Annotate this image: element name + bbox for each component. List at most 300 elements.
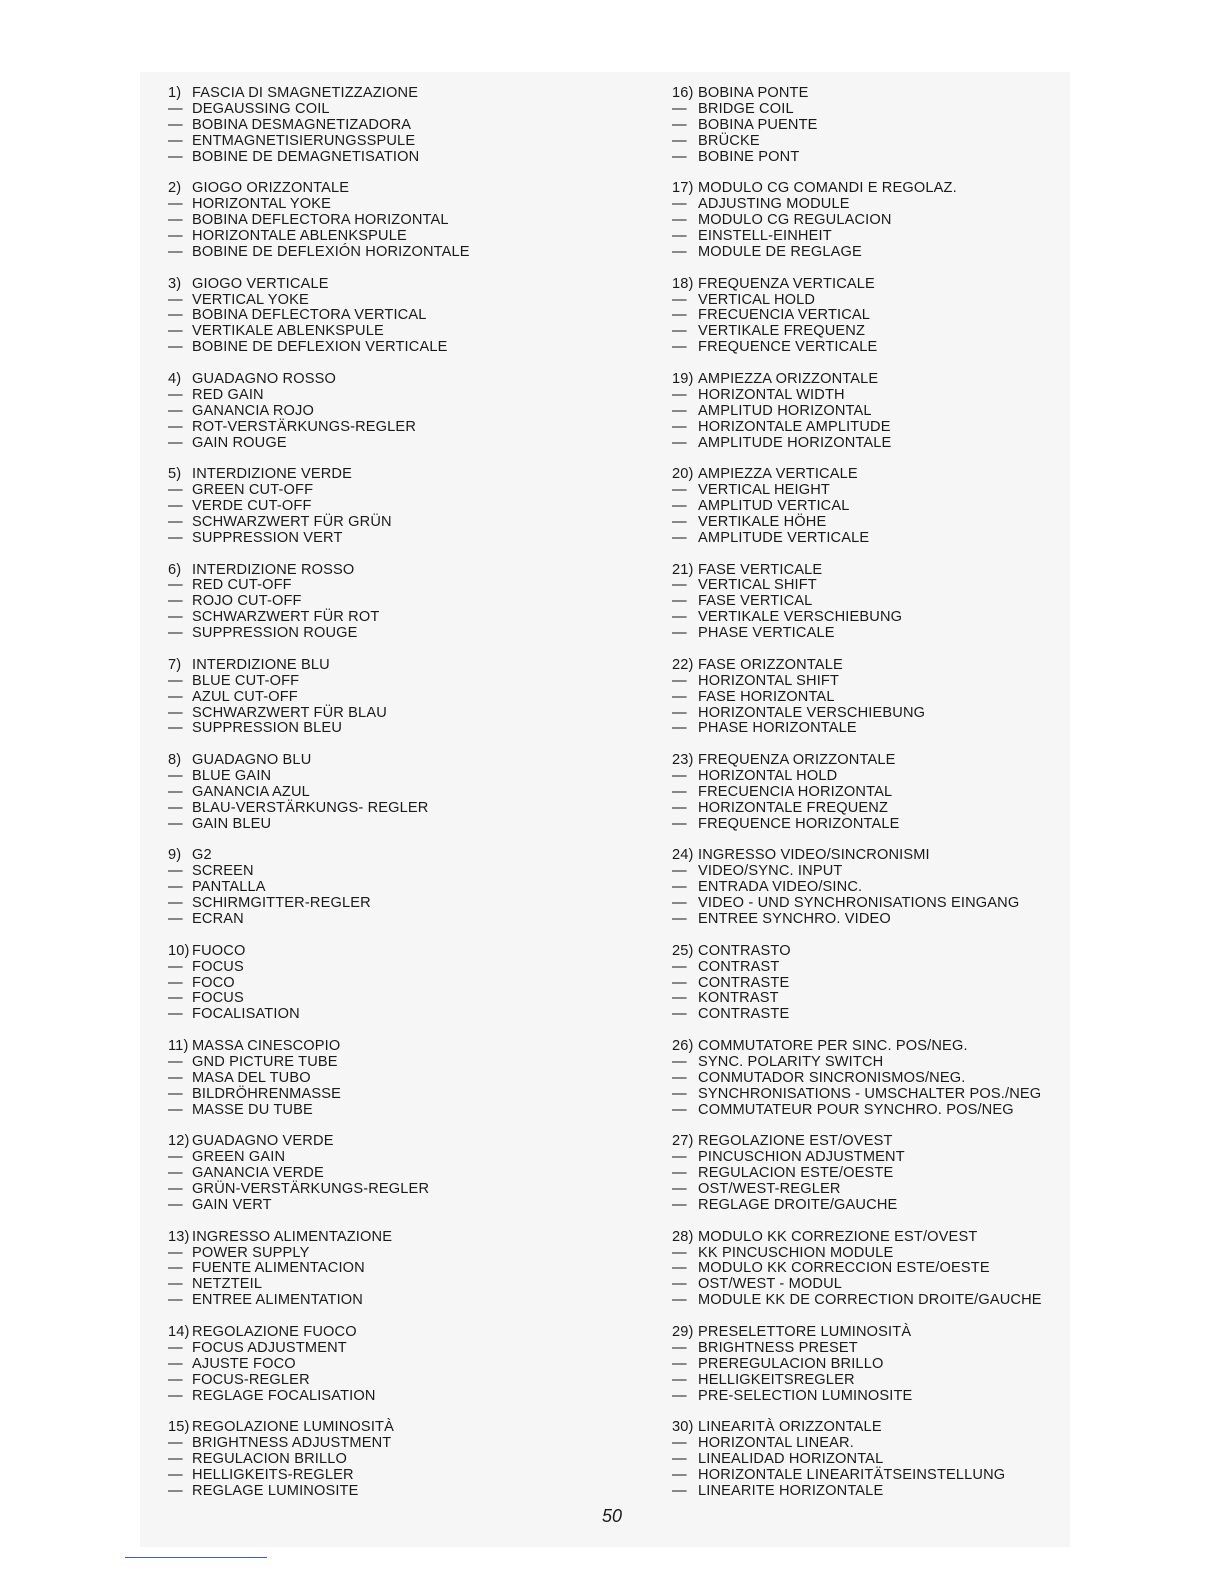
translation-line [168, 293, 448, 309]
translation-text: GND PICTURE TUBE [192, 1053, 338, 1070]
dash-marker: — [672, 402, 687, 419]
translation-line [168, 118, 419, 134]
translation-text: FUENTE ALIMENTACION [192, 1260, 365, 1277]
translation-text: PINCUSCHION ADJUSTMENT [698, 1149, 905, 1166]
translation-line [168, 864, 371, 880]
dash-marker: — [168, 418, 183, 435]
dash-marker: — [672, 974, 687, 991]
dash-marker: — [168, 243, 183, 260]
dash-marker: — [672, 1435, 687, 1452]
entry-number: 25) [672, 942, 694, 959]
legend-entry [168, 1420, 394, 1500]
dash-marker: — [672, 1387, 687, 1404]
entry-heading [672, 944, 791, 960]
entry-title: CONTRASTO [698, 942, 791, 959]
dash-marker: — [672, 625, 687, 642]
legend-entry [168, 1134, 429, 1214]
translation-line [168, 801, 429, 817]
dash-marker: — [168, 1244, 183, 1261]
dash-marker: — [168, 498, 183, 514]
translation-line [672, 102, 818, 118]
dash-marker: — [168, 1101, 183, 1118]
dash-marker: — [672, 863, 687, 880]
dash-marker: — [672, 958, 687, 975]
dash-marker: — [168, 1292, 183, 1309]
entry-heading [168, 563, 379, 579]
footer-link-underline[interactable] [125, 1557, 267, 1558]
page-number: 50 [601, 1506, 623, 1526]
translation-text: ROJO CUT-OFF [192, 593, 302, 610]
dash-marker: — [672, 593, 687, 610]
translation-text: GANANCIA VERDE [192, 1165, 324, 1182]
translation-line [672, 594, 902, 610]
dash-marker: — [672, 212, 687, 229]
dash-marker: — [168, 990, 183, 1007]
legend-entry [168, 658, 387, 738]
translation-line [168, 150, 419, 166]
translation-text: KK PINCUSCHION MODULE [698, 1244, 894, 1261]
translation-text: FOCUS [192, 958, 244, 975]
entry-title: INGRESSO ALIMENTAZIONE [192, 1228, 393, 1245]
dash-marker: — [672, 879, 687, 896]
translation-text: BOBINE PONT [698, 148, 800, 165]
translation-text: PHASE VERTICALE [698, 625, 835, 642]
translation-line [672, 1055, 1041, 1071]
entry-number: 15) [168, 1419, 190, 1436]
dash-marker: — [672, 704, 687, 721]
translation-line [672, 896, 1019, 912]
entry-heading [672, 658, 925, 674]
dash-marker: — [672, 1165, 687, 1182]
translation-line [168, 388, 416, 404]
translation-text: DEGAUSSING COIL [192, 100, 330, 117]
translation-text: BOBINE DE DEMAGNETISATION [192, 148, 420, 165]
translation-text: CONTRAST [698, 958, 780, 975]
translation-line [168, 578, 379, 594]
entry-heading [168, 181, 470, 197]
translation-text: AZUL CUT-OFF [192, 688, 298, 705]
dash-marker: — [168, 434, 183, 451]
dash-marker: — [672, 323, 687, 340]
translation-text: HORIZONTALE LINEARITÄTSEINSTELLUNG [698, 1466, 1006, 1483]
dash-marker: — [672, 100, 687, 117]
translation-line [672, 499, 869, 515]
translation-text: MODULE DE REGLAGE [698, 243, 862, 260]
translation-line [672, 1198, 905, 1214]
translation-text: RED CUT-OFF [192, 577, 292, 594]
dash-marker: — [672, 1451, 687, 1467]
translation-text: ROT-VERSTÄRKUNGS-REGLER [192, 418, 417, 435]
translation-text: BRIDGE COIL [698, 100, 794, 117]
dash-marker: — [168, 625, 183, 642]
entry-heading [672, 277, 877, 293]
legend-entry [168, 1325, 376, 1405]
translation-text: SYNCHRONISATIONS - UMSCHALTER POS./NEG [698, 1085, 1042, 1102]
legend-entry [672, 1134, 905, 1214]
dash-marker: — [168, 704, 183, 721]
translation-line [168, 134, 419, 150]
entry-number: 24) [672, 847, 694, 864]
translation-text: AMPLITUD HORIZONTAL [698, 402, 872, 419]
translation-text: VERTIKALE VERSCHIEBUNG [698, 609, 903, 626]
entry-title: AMPIEZZA ORIZZONTALE [698, 370, 879, 387]
dash-marker: — [672, 418, 687, 435]
translation-line [168, 912, 371, 928]
translation-text: MASA DEL TUBO [192, 1069, 311, 1086]
dash-marker: — [672, 815, 687, 832]
dash-marker: — [168, 339, 183, 356]
translation-line [672, 229, 957, 245]
dash-marker: — [168, 1149, 183, 1166]
entry-heading [672, 1039, 1041, 1055]
translation-text: BRÜCKE [698, 132, 760, 149]
dash-marker: — [672, 116, 687, 133]
translation-text: GAIN BLEU [192, 815, 272, 832]
entry-heading [672, 86, 818, 102]
entry-number: 27) [672, 1133, 694, 1150]
legend-entry [672, 467, 869, 547]
entry-number: 17) [672, 180, 694, 197]
translation-line [168, 785, 429, 801]
legend-entry [672, 1230, 1042, 1310]
translation-text: SCHIRMGITTER-REGLER [192, 895, 371, 912]
dash-marker: — [168, 228, 183, 245]
dash-marker: — [672, 339, 687, 356]
dash-marker: — [672, 1292, 687, 1309]
translation-text: FOCUS ADJUSTMENT [192, 1339, 347, 1356]
dash-marker: — [672, 482, 687, 499]
entry-number: 6) [168, 561, 182, 578]
translation-line [672, 213, 957, 229]
translation-line [168, 1103, 341, 1119]
entry-number: 21) [672, 561, 694, 578]
translation-text: REGLAGE LUMINOSITE [192, 1482, 359, 1499]
entry-number: 3) [168, 275, 182, 292]
legend-entry [672, 658, 925, 738]
translation-line [168, 1055, 341, 1071]
translation-line [672, 1452, 1005, 1468]
translation-line [168, 515, 392, 531]
dash-marker: — [672, 672, 687, 689]
dash-marker: — [672, 1482, 687, 1499]
translation-text: REGLAGE FOCALISATION [192, 1387, 376, 1404]
entry-title: MODULO CG COMANDI E REGOLAZ. [698, 180, 957, 197]
legend-entry [168, 563, 379, 643]
dash-marker: — [168, 402, 183, 419]
translation-line [168, 626, 379, 642]
dash-marker: — [168, 482, 183, 499]
dash-marker: — [168, 1339, 183, 1356]
translation-text: BOBINA PUENTE [698, 116, 818, 133]
translation-line [168, 960, 300, 976]
translation-line [168, 404, 416, 420]
legend-entry [672, 1039, 1041, 1119]
translation-text: REGULACION ESTE/OESTE [698, 1165, 894, 1182]
translation-line [672, 674, 925, 690]
dash-marker: — [168, 895, 183, 912]
translation-line [672, 1246, 1042, 1262]
translation-text: BOBINE DE DEFLEXIÓN HORIZONTALE [192, 243, 470, 260]
translation-text: VIDEO/SYNC. INPUT [698, 863, 843, 880]
dash-marker: — [168, 386, 183, 403]
entry-heading [168, 1039, 341, 1055]
entry-heading [672, 181, 957, 197]
translation-text: VERTIKALE FREQUENZ [698, 323, 866, 340]
translation-text: AMPLITUD VERTICAL [698, 498, 850, 514]
translation-text: GAIN VERT [192, 1196, 272, 1213]
dash-marker: — [168, 307, 183, 324]
translation-line [168, 102, 419, 118]
dash-marker: — [168, 100, 183, 117]
legend-entry [168, 944, 300, 1024]
translation-line [672, 1103, 1041, 1119]
translation-line [672, 1373, 912, 1389]
entry-title: FUOCO [192, 942, 246, 959]
dash-marker: — [168, 1482, 183, 1499]
entry-title: GIOGO VERTICALE [192, 275, 329, 292]
entry-number: 14) [168, 1323, 190, 1340]
entry-title: MODULO KK CORREZIONE EST/OVEST [698, 1228, 978, 1245]
entry-number: 8) [168, 752, 182, 769]
translation-line [168, 1468, 394, 1484]
translation-text: FRECUENCIA VERTICAL [698, 307, 871, 324]
dash-marker: — [672, 386, 687, 403]
dash-marker: — [672, 1006, 687, 1023]
dash-marker: — [672, 1196, 687, 1213]
dash-marker: — [672, 132, 687, 149]
translation-text: ENTREE ALIMENTATION [192, 1292, 363, 1309]
translation-text: FASE VERTICAL [698, 593, 813, 610]
translation-line [168, 340, 448, 356]
translation-text: REGLAGE DROITE/GAUCHE [698, 1196, 898, 1213]
legend-entry [672, 753, 900, 833]
translation-line [672, 1341, 912, 1357]
translation-line [672, 1357, 912, 1373]
entry-title: GUADAGNO VERDE [192, 1133, 334, 1150]
entry-heading [168, 372, 416, 388]
translation-text: ENTRADA VIDEO/SINC. [698, 879, 863, 896]
translation-text: VERTICAL HEIGHT [698, 482, 830, 499]
dash-marker: — [672, 1101, 687, 1118]
translation-line [168, 213, 470, 229]
translation-text: BOBINA DESMAGNETIZADORA [192, 116, 412, 133]
dash-marker: — [168, 1355, 183, 1372]
translation-text: SUPPRESSION ROUGE [192, 625, 358, 642]
dash-marker: — [168, 1053, 183, 1070]
translation-line [672, 706, 925, 722]
entry-heading [168, 848, 371, 864]
translation-line [168, 690, 387, 706]
dash-marker: — [672, 1085, 687, 1102]
translation-text: FOCO [192, 974, 235, 991]
entry-title: REGOLAZIONE LUMINOSITÀ [192, 1419, 394, 1436]
translation-text: FRECUENCIA HORIZONTAL [698, 783, 893, 800]
translation-text: HORIZONTALE FREQUENZ [698, 799, 889, 816]
translation-line [168, 1389, 376, 1405]
legend-entry [672, 86, 818, 166]
translation-line [168, 721, 387, 737]
dash-marker: — [168, 815, 183, 832]
dash-marker: — [168, 688, 183, 705]
dash-marker: — [672, 990, 687, 1007]
dash-marker: — [168, 1371, 183, 1388]
translation-line [168, 1150, 429, 1166]
translation-text: RED GAIN [192, 386, 264, 403]
translation-line [168, 1071, 341, 1087]
translation-line [672, 308, 877, 324]
entry-heading [168, 658, 387, 674]
translation-text: EINSTELL-EINHEIT [698, 228, 832, 245]
dash-marker: — [168, 577, 183, 594]
translation-text: GAIN ROUGE [192, 434, 287, 451]
translation-line [168, 1166, 429, 1182]
entry-heading [168, 944, 300, 960]
dash-marker: — [168, 1451, 183, 1467]
translation-line [672, 610, 902, 626]
translation-line [168, 1246, 392, 1262]
legend-entry [672, 277, 877, 357]
dash-marker: — [168, 863, 183, 880]
translation-text: FOCUS [192, 990, 244, 1007]
dash-marker: — [168, 593, 183, 610]
dash-marker: — [168, 768, 183, 784]
translation-text: CONTRASTE [698, 1006, 790, 1023]
translation-line [168, 817, 429, 833]
translation-text: GREEN GAIN [192, 1149, 286, 1166]
translation-line [168, 1373, 376, 1389]
translation-text: AMPLITUDE VERTICALE [698, 529, 870, 546]
dash-marker: — [168, 1181, 183, 1198]
dash-marker: — [168, 1069, 183, 1086]
dash-marker: — [168, 1466, 183, 1483]
translation-text: VERTICAL HOLD [698, 291, 816, 308]
translation-text: SUPPRESSION VERT [192, 529, 343, 546]
translation-line [672, 1071, 1041, 1087]
translation-text: HORIZONTAL YOKE [192, 196, 332, 213]
translation-text: HORIZONTAL SHIFT [698, 672, 840, 689]
dash-marker: — [672, 768, 687, 784]
dash-marker: — [672, 895, 687, 912]
translation-line [168, 245, 470, 261]
translation-text: HORIZONTAL LINEAR. [698, 1435, 854, 1452]
translation-line [168, 1436, 394, 1452]
translation-line [168, 229, 470, 245]
translation-text: OST/WEST-REGLER [698, 1181, 841, 1198]
translation-line [168, 1277, 392, 1293]
translation-line [168, 896, 371, 912]
translation-line [168, 436, 416, 452]
translation-text: GANANCIA AZUL [192, 783, 310, 800]
translation-line [168, 610, 379, 626]
dash-marker: — [672, 1339, 687, 1356]
translation-line [672, 118, 818, 134]
entry-heading [672, 848, 1019, 864]
translation-line [672, 690, 925, 706]
entry-number: 30) [672, 1419, 694, 1436]
translation-text: MODULO CG REGULACION [698, 212, 892, 229]
entry-heading [168, 1230, 392, 1246]
entry-heading [672, 563, 902, 579]
translation-line [168, 1452, 394, 1468]
dash-marker: — [672, 513, 687, 530]
dash-marker: — [168, 513, 183, 530]
translation-text: CONTRASTE [698, 974, 790, 991]
entry-title: GUADAGNO BLU [192, 752, 312, 769]
translation-line [168, 674, 387, 690]
translation-line [168, 706, 387, 722]
translation-text: VERDE CUT-OFF [192, 498, 312, 514]
legend-entry [672, 1325, 912, 1405]
legend-entry [168, 372, 416, 452]
entry-title: FASE VERTICALE [698, 561, 823, 578]
translation-text: NETZTEIL [192, 1276, 263, 1293]
dash-marker: — [672, 228, 687, 245]
dash-marker: — [672, 1053, 687, 1070]
translation-line [672, 324, 877, 340]
translation-line [168, 308, 448, 324]
entry-heading [672, 1230, 1042, 1246]
translation-text: ADJUSTING MODULE [698, 196, 850, 213]
translation-text: VERTICAL YOKE [192, 291, 309, 308]
translation-text: GRÜN-VERSTÄRKUNGS-REGLER [192, 1181, 430, 1198]
dash-marker: — [168, 323, 183, 340]
dash-marker: — [168, 783, 183, 800]
translation-text: HELLIGKEITS-REGLER [192, 1466, 354, 1483]
translation-text: REGULACION BRILLO [192, 1451, 348, 1467]
translation-line [168, 1182, 429, 1198]
translation-text: AJUSTE FOCO [192, 1355, 296, 1372]
entry-number: 11) [168, 1038, 189, 1054]
translation-line [672, 1389, 912, 1405]
legend-entry [168, 848, 371, 928]
dash-marker: — [672, 498, 687, 514]
entry-number: 5) [168, 466, 182, 483]
translation-text: FOCUS-REGLER [192, 1371, 310, 1388]
translation-text: AMPLITUDE HORIZONTALE [698, 434, 892, 451]
entry-heading [672, 372, 891, 388]
translation-line [672, 1182, 905, 1198]
entry-number: 22) [672, 656, 694, 673]
translation-line [168, 483, 392, 499]
translation-line [672, 912, 1019, 928]
translation-line [672, 626, 902, 642]
translation-text: PRE-SELECTION LUMINOSITE [698, 1387, 913, 1404]
entry-title: FASCIA DI SMAGNETIZZAZIONE [192, 85, 419, 101]
dash-marker: — [168, 148, 183, 165]
entry-number: 12) [168, 1133, 190, 1150]
translation-text: HORIZONTALE AMPLITUDE [698, 418, 891, 435]
translation-line [672, 578, 902, 594]
translation-text: SCHWARZWERT FÜR BLAU [192, 704, 387, 721]
dash-marker: — [168, 911, 183, 928]
translation-line [168, 1293, 392, 1309]
dash-marker: — [672, 609, 687, 626]
dash-marker: — [672, 291, 687, 308]
legend-entry [168, 181, 470, 261]
translation-line [672, 769, 900, 785]
translation-line [672, 1261, 1042, 1277]
dash-marker: — [168, 1085, 183, 1102]
legend-entry [168, 277, 448, 357]
translation-line [672, 150, 818, 166]
translation-text: HORIZONTAL HOLD [698, 768, 838, 784]
translation-line [672, 1277, 1042, 1293]
translation-text: BRIGHTNESS ADJUSTMENT [192, 1435, 392, 1452]
dash-marker: — [168, 529, 183, 546]
dash-marker: — [672, 1355, 687, 1372]
translation-text: ENTMAGNETISIERUNGSSPULE [192, 132, 416, 149]
translation-text: FOCALISATION [192, 1006, 300, 1023]
